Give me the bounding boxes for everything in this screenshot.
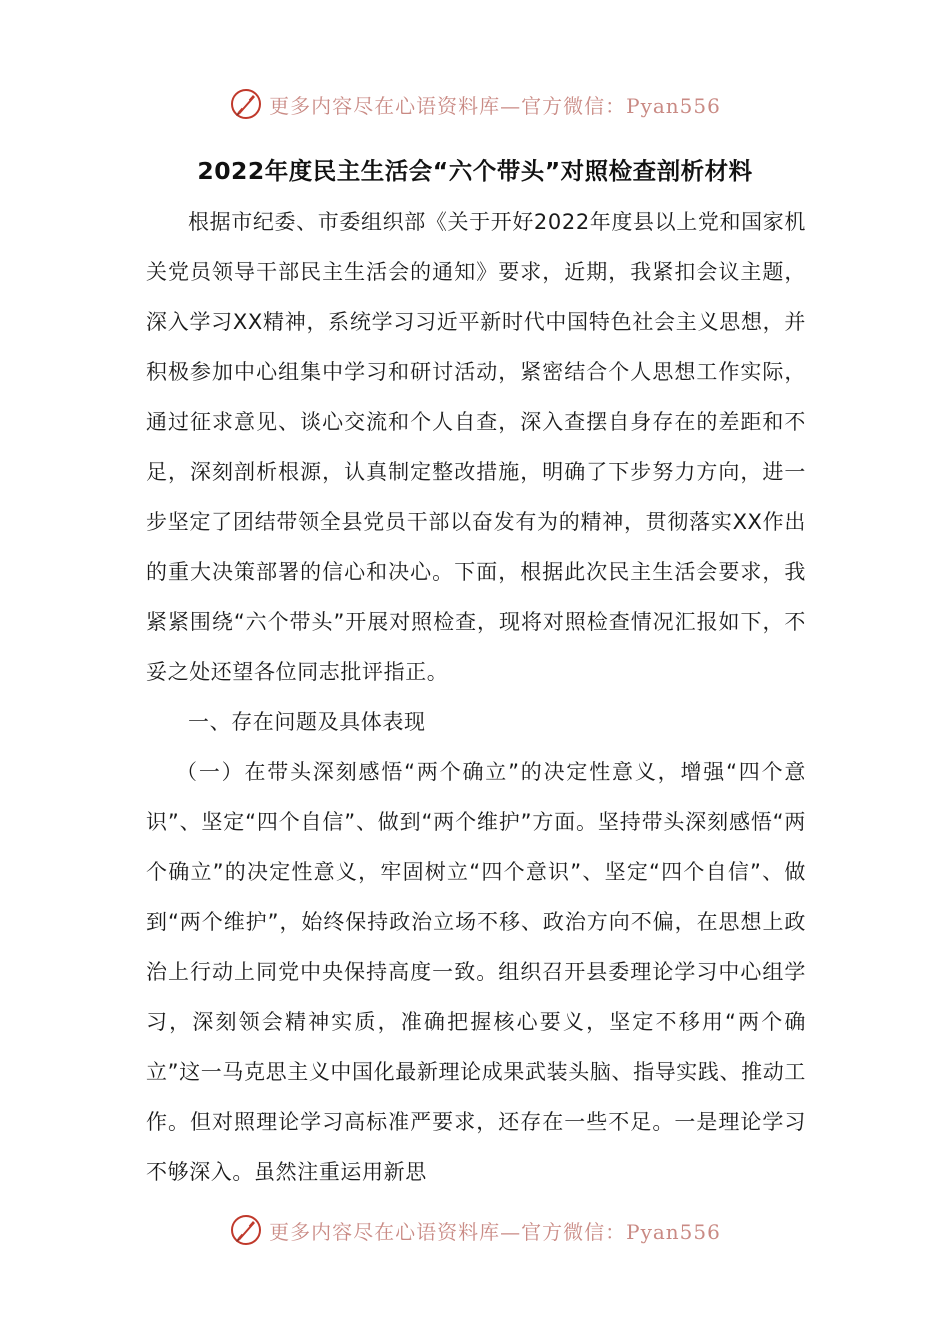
section-heading: 一、存在问题及具体表现 xyxy=(188,710,426,734)
watermark-text: 更多内容尽在心语资料库—官方微信：Pyan556 xyxy=(269,93,721,118)
watermark-banner-top xyxy=(0,84,950,124)
quill-pen-logo-icon xyxy=(229,87,263,121)
watermark-banner-bottom xyxy=(0,1210,950,1250)
watermark-text: 更多内容尽在心语资料库—官方微信：Pyan556 xyxy=(269,1219,721,1244)
subsection-paragraph: （一）在带头深刻感悟“两个确立”的决定性意义，增强“四个意识”、坚定“四个自信”、做到“两个维护”方面。坚持带头深刻感悟“两个确立”的决定性意义，牢固树立“四个意识”、坚定“四个自信”、做到“两个维护”，始终保持政治立场不移、政治方向不偏，在思想上政治上行动上同党中央保持高度一致。组织召开县委理论学习中心组学习，深刻领会精神实质，准确把握核心要义，坚定不移用“两个确立”这一马克思主义中国化最新理论成果武装头脑、指导实践、推动工作。但对照理论学习高标准严要求，还存在一些不足。一是理论学习不够深入。虽然注重运用新思 xyxy=(146,760,806,1184)
document-title: 2022年度民主生活会“六个带头”对照检查剖析材料 xyxy=(197,157,753,185)
intro-paragraph: 根据市纪委、市委组织部《关于开好2022年度县以上党和国家机关党员领导干部民主生活会的通知》要求，近期，我紧扣会议主题，深入学习XX精神，系统学习习近平新时代中国特色社会主义思想，并积极参加中心组集中学习和研讨活动，紧密结合个人思想工作实际，通过征求意见、谈心交流和个人自查，深入查摆自身存在的差距和不足，深刻剖析根源，认真制定整改措施，明确了下步努力方向，进一步坚定了团结带领全县党员干部以奋发有为的精神，贯彻落实XX作出的重大决策部署的信心和决心。下面，根据此次民主生活会要求，我紧紧围绕“六个带头”开展对照检查，现将对照检查情况汇报如下，不妥之处还望各位同志批评指正。 xyxy=(146,210,806,684)
quill-pen-logo-icon xyxy=(229,1213,263,1247)
document-body xyxy=(146,197,806,1197)
